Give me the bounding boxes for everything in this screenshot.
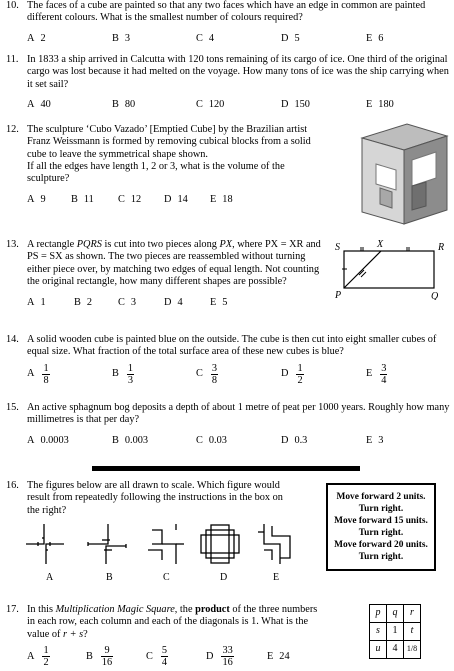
question-14: [6, 334, 450, 389]
instruction-line: Move forward 15 units.: [334, 516, 428, 526]
cell: p: [370, 605, 387, 623]
question-text: A rectangle PQRS is cut into two pieces along PX, where PX = XR and PS = SX as shown. The two pieces are reassembled without turning either piece over, by matching two edges of equal length. Not counting the original rectangle, how many different shapes are possible?: [27, 239, 321, 287]
label-r: R: [438, 242, 445, 253]
question-text: The figures below are all drawn to scale. Which figure would result from repeatedly following the instructions in the box on the right?: [27, 480, 283, 516]
cell: u: [370, 641, 387, 659]
option-d[interactable]: D 14: [164, 194, 188, 206]
instruction-box: [326, 483, 436, 571]
option-e[interactable]: E 180: [366, 98, 394, 110]
instruction-line: Move forward 20 units.: [334, 540, 428, 550]
option-d[interactable]: D $\frac{33}{16}$: [206, 644, 233, 668]
question-number: 13.: [6, 239, 19, 250]
option-d[interactable]: D $\frac{1}{2}$: [281, 362, 303, 386]
instruction-line: Turn right.: [358, 528, 404, 538]
question-number: 16.: [6, 480, 19, 491]
question-number: 10.: [6, 0, 19, 11]
cell: t: [404, 623, 421, 641]
option-b[interactable]: B $\frac{1}{3}$: [112, 362, 134, 386]
figure-d[interactable]: [201, 525, 239, 563]
question-text: The sculpture ‘Cubo Vazado’ [Emptied Cube] by the Brazilian artist Franz Weissmann is formed by removing cubical blocks from a solid cube to leave the symmetrical shape shown.: [27, 124, 311, 160]
question-text-2: If all the edges have length 1, 2 or 3, what is the volume of the sculpture?: [27, 160, 285, 185]
option-e[interactable]: E 5: [210, 297, 228, 309]
question-15: [6, 402, 450, 449]
option-d[interactable]: D 4: [164, 297, 183, 309]
options: [6, 99, 450, 113]
option-e[interactable]: E 6: [366, 32, 384, 44]
option-e[interactable]: E 24: [267, 650, 290, 662]
option-b[interactable]: B 2: [74, 297, 93, 309]
figure-label-a: A: [46, 572, 54, 583]
label-p: P: [335, 290, 342, 300]
options: [6, 33, 450, 47]
instruction-line: Move forward 2 units.: [336, 492, 426, 502]
label-s: S: [335, 242, 340, 253]
question-text: In 1833 a ship arrived in Calcutta with 120 tons remaining of its cargo of ice. One third of the original cargo was lost because it had melted on the voyage. How many tons of ice was the ship carrying when it set sail?: [27, 54, 449, 90]
section-divider: [92, 466, 360, 471]
option-a[interactable]: A $\frac{1}{8}$: [27, 362, 49, 386]
option-a[interactable]: A $\frac{1}{2}$: [27, 644, 49, 668]
option-a[interactable]: A 9: [27, 194, 46, 206]
options: [6, 363, 450, 389]
option-b[interactable]: B 11: [71, 194, 94, 206]
figure-options: [24, 520, 304, 570]
rectangle-diagram: [332, 238, 450, 300]
option-b[interactable]: B 80: [112, 98, 136, 110]
option-a[interactable]: A 40: [27, 98, 51, 110]
question-number: 11.: [6, 54, 19, 65]
question-11: [6, 54, 450, 113]
figure-b[interactable]: [88, 524, 126, 564]
cell: r: [404, 605, 421, 623]
question-number: 12.: [6, 124, 19, 135]
cell: q: [387, 605, 404, 623]
option-c[interactable]: C $\frac{3}{8}$: [196, 362, 218, 386]
option-e[interactable]: E 3: [366, 434, 384, 446]
figure-label-c: C: [163, 572, 170, 583]
option-c[interactable]: C 120: [196, 98, 225, 110]
option-c[interactable]: C $\frac{5}{4}$: [146, 644, 168, 668]
figure-e[interactable]: [258, 524, 290, 564]
option-d[interactable]: D 150: [281, 98, 310, 110]
figure-label-e: E: [273, 572, 280, 583]
question-text: An active sphagnum bog deposits a depth of about 1 metre of peat per 1000 years. Roughly how many millimetres is that per day?: [27, 402, 450, 426]
question-10: [6, 0, 450, 47]
figure-label-b: B: [106, 572, 113, 583]
sculpture-illustration: [352, 120, 452, 230]
question-number: 15.: [6, 402, 19, 413]
question-text: In this Multiplication Magic Square, the product of the three numbers in each row, each column and each of the diagonals is 1. What is the value of r + s?: [27, 604, 318, 640]
option-a[interactable]: A 0.0003: [27, 434, 69, 446]
option-b[interactable]: B $\frac{9}{16}$: [86, 644, 113, 668]
option-b[interactable]: B 3: [112, 32, 131, 44]
question-number: 14.: [6, 334, 19, 345]
question-text: The faces of a cube are painted so that any two faces which have an edge in common are painted different colours. What is the smallest number of colours required?: [27, 0, 426, 24]
option-a[interactable]: A 2: [27, 32, 46, 44]
option-c[interactable]: C 4: [196, 32, 215, 44]
options: [6, 435, 450, 449]
question-text: A solid wooden cube is painted blue on the outside. The cube is then cut into eight smaller cubes of equal size. What fraction of the total surface area of these new cubes is blue?: [27, 334, 437, 358]
option-a[interactable]: A 1: [27, 297, 46, 309]
option-e[interactable]: E $\frac{3}{4}$: [366, 362, 387, 386]
cell: s: [370, 623, 387, 641]
figure-a[interactable]: [26, 524, 64, 564]
figure-c[interactable]: [148, 524, 184, 564]
option-e[interactable]: E 18: [210, 194, 233, 206]
cell: 1/8: [404, 641, 421, 659]
option-c[interactable]: C 0.03: [196, 434, 227, 446]
cell: 4: [387, 641, 404, 659]
cell: 1: [387, 623, 404, 641]
label-q: Q: [431, 291, 439, 300]
option-b[interactable]: B 0.003: [112, 434, 149, 446]
question-number: 17.: [6, 604, 19, 615]
figure-label-d: D: [220, 572, 228, 583]
instruction-line: Turn right.: [358, 504, 404, 514]
option-d[interactable]: D 5: [281, 32, 300, 44]
option-d[interactable]: D 0.3: [281, 434, 308, 446]
magic-square: [369, 604, 421, 659]
label-x: X: [377, 239, 384, 250]
option-c[interactable]: C 3: [118, 297, 137, 309]
instruction-line: Turn right.: [358, 552, 404, 562]
option-c[interactable]: C 12: [118, 194, 142, 206]
